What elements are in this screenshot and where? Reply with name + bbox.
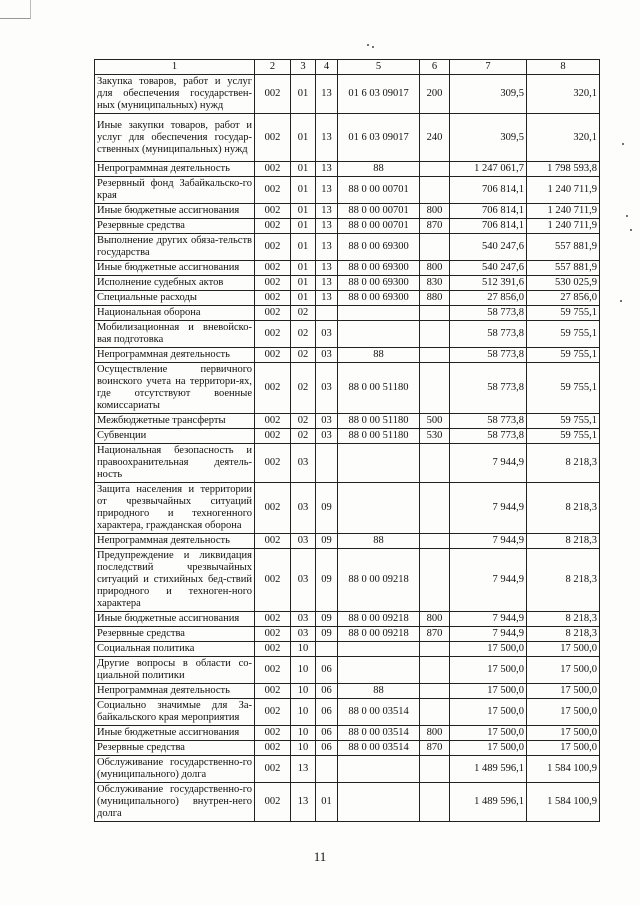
table-cell-section: 13 (291, 783, 316, 822)
table-cell-target-article: 88 0 00 09218 (338, 612, 420, 627)
table-cell-expense-type (420, 363, 450, 414)
table-row (95, 177, 600, 204)
table-cell-grbs: 002 (255, 549, 291, 612)
table-cell-amount-year1: 706 814,1 (450, 219, 527, 234)
table-cell-amount-year1: 1 489 596,1 (450, 756, 527, 783)
table-cell-grbs: 002 (255, 534, 291, 549)
table-cell-amount-year1: 540 247,6 (450, 261, 527, 276)
table-cell-expense-type (420, 234, 450, 261)
table-cell-section: 01 (291, 204, 316, 219)
table-cell-amount-year2: 59 755,1 (527, 306, 600, 321)
table-cell-amount-year1: 17 500,0 (450, 741, 527, 756)
table-cell-grbs: 002 (255, 756, 291, 783)
table-cell-subsection: 06 (316, 726, 338, 741)
table-cell-grbs: 002 (255, 261, 291, 276)
table-cell-section: 02 (291, 348, 316, 363)
table-cell-amount-year1: 540 247,6 (450, 234, 527, 261)
table-cell-target-article: 88 (338, 162, 420, 177)
table-cell-grbs: 002 (255, 612, 291, 627)
table-cell-target-article: 88 0 00 69300 (338, 234, 420, 261)
table-cell-target-article: 88 0 00 09218 (338, 549, 420, 612)
table-cell-expense-type (420, 306, 450, 321)
table-cell-section: 10 (291, 684, 316, 699)
table-cell-section: 01 (291, 276, 316, 291)
table-cell-name: Другие вопросы в области со-циальной политики (95, 657, 255, 684)
table-cell-amount-year2: 17 500,0 (527, 699, 600, 726)
table-cell-amount-year2: 1 240 711,9 (527, 204, 600, 219)
table-cell-amount-year2: 8 218,3 (527, 483, 600, 534)
table-cell-section: 02 (291, 306, 316, 321)
table-cell-amount-year2: 8 218,3 (527, 534, 600, 549)
table-row (95, 756, 600, 783)
table-cell-target-article: 88 0 00 03514 (338, 726, 420, 741)
table-row (95, 414, 600, 429)
table-cell-grbs: 002 (255, 177, 291, 204)
table-cell-subsection: 13 (316, 261, 338, 276)
table-cell-amount-year1: 7 944,9 (450, 549, 527, 612)
table-cell-subsection: 09 (316, 612, 338, 627)
table-cell-amount-year1: 17 500,0 (450, 642, 527, 657)
table-cell-target-article: 01 6 03 09017 (338, 75, 420, 114)
table-cell-expense-type (420, 177, 450, 204)
table-cell-expense-type: 240 (420, 114, 450, 162)
column-header: 4 (316, 60, 338, 75)
table-cell-target-article: 01 6 03 09017 (338, 114, 420, 162)
table-cell-amount-year2: 1 584 100,9 (527, 756, 600, 783)
table-cell-section: 02 (291, 321, 316, 348)
table-cell-amount-year2: 17 500,0 (527, 684, 600, 699)
table-cell-amount-year2: 17 500,0 (527, 642, 600, 657)
table-cell-section: 01 (291, 162, 316, 177)
table-cell-section: 02 (291, 363, 316, 414)
table-cell-expense-type: 800 (420, 261, 450, 276)
table-cell-section: 03 (291, 483, 316, 534)
table-row (95, 306, 600, 321)
table-cell-subsection: 06 (316, 699, 338, 726)
table-cell-name: Субвенции (95, 429, 255, 444)
table-cell-section: 01 (291, 75, 316, 114)
table-cell-amount-year1: 1 489 596,1 (450, 783, 527, 822)
table-cell-amount-year2: 8 218,3 (527, 612, 600, 627)
table-cell-target-article (338, 306, 420, 321)
table-cell-name: Иные закупки товаров, работ и услуг для обеспечения государ-ственных (муниципальных) нужд (95, 114, 255, 162)
table-cell-name: Специальные расходы (95, 291, 255, 306)
table-cell-subsection (316, 306, 338, 321)
table-cell-amount-year1: 58 773,8 (450, 321, 527, 348)
table-cell-expense-type (420, 348, 450, 363)
table-cell-grbs: 002 (255, 114, 291, 162)
table-cell-expense-type (420, 444, 450, 483)
table-cell-target-article: 88 0 00 51180 (338, 363, 420, 414)
table-cell-expense-type (420, 756, 450, 783)
table-cell-grbs: 002 (255, 234, 291, 261)
table-cell-amount-year1: 512 391,6 (450, 276, 527, 291)
table-cell-subsection: 13 (316, 291, 338, 306)
table-cell-amount-year1: 17 500,0 (450, 657, 527, 684)
table-cell-section: 03 (291, 549, 316, 612)
table-cell-subsection: 09 (316, 483, 338, 534)
table-cell-target-article: 88 (338, 348, 420, 363)
table-cell-grbs: 002 (255, 483, 291, 534)
table-cell-section: 03 (291, 444, 316, 483)
table-cell-target-article: 88 (338, 684, 420, 699)
table-cell-grbs: 002 (255, 741, 291, 756)
table-row (95, 483, 600, 534)
table-cell-amount-year2: 1 240 711,9 (527, 219, 600, 234)
table-cell-amount-year1: 17 500,0 (450, 684, 527, 699)
table-row (95, 162, 600, 177)
table-row (95, 783, 600, 822)
table-cell-amount-year2: 17 500,0 (527, 657, 600, 684)
table-cell-section: 03 (291, 612, 316, 627)
table-cell-grbs: 002 (255, 219, 291, 234)
table-cell-name: Резервные средства (95, 627, 255, 642)
table-cell-amount-year2: 320,1 (527, 75, 600, 114)
table-cell-name: Защита населения и территории от чрезвычайных ситуаций природного и техногенного характера, гражданская оборона (95, 483, 255, 534)
table-cell-expense-type (420, 657, 450, 684)
table-cell-grbs: 002 (255, 627, 291, 642)
column-header: 8 (527, 60, 600, 75)
column-header: 6 (420, 60, 450, 75)
table-cell-section: 10 (291, 726, 316, 741)
table-cell-expense-type: 870 (420, 219, 450, 234)
table-cell-target-article (338, 321, 420, 348)
table-cell-amount-year2: 8 218,3 (527, 627, 600, 642)
table-cell-name: Закупка товаров, работ и услуг для обеспечения государствен-ных (муниципальных) нужд (95, 75, 255, 114)
table-cell-amount-year2: 1 584 100,9 (527, 783, 600, 822)
table-cell-target-article (338, 444, 420, 483)
scan-corner-mark (0, 0, 31, 19)
table-cell-name: Выполнение других обяза-тельств государства (95, 234, 255, 261)
table-cell-section: 10 (291, 642, 316, 657)
table-cell-name: Непрограммная деятельность (95, 348, 255, 363)
table-cell-name: Непрограммная деятельность (95, 684, 255, 699)
table-cell-name: Непрограммная деятельность (95, 534, 255, 549)
column-header: 7 (450, 60, 527, 75)
table-cell-expense-type (420, 162, 450, 177)
table-cell-expense-type: 880 (420, 291, 450, 306)
table-cell-subsection: 13 (316, 234, 338, 261)
table-cell-amount-year1: 58 773,8 (450, 363, 527, 414)
table-cell-amount-year1: 58 773,8 (450, 429, 527, 444)
table-cell-section: 01 (291, 114, 316, 162)
table-row (95, 234, 600, 261)
table-cell-section: 03 (291, 534, 316, 549)
table-cell-amount-year2: 27 856,0 (527, 291, 600, 306)
table-cell-name: Обслуживание государственно-го (муниципального) долга (95, 756, 255, 783)
table-cell-section: 13 (291, 756, 316, 783)
table-cell-expense-type (420, 483, 450, 534)
table-cell-name: Иные бюджетные ассигнования (95, 204, 255, 219)
table-cell-amount-year1: 706 814,1 (450, 177, 527, 204)
table-cell-expense-type: 830 (420, 276, 450, 291)
table-row (95, 699, 600, 726)
table-cell-target-article (338, 756, 420, 783)
table-cell-expense-type (420, 642, 450, 657)
table-cell-name: Резервный фонд Забайкальско-го края (95, 177, 255, 204)
table-cell-section: 10 (291, 699, 316, 726)
column-header: 2 (255, 60, 291, 75)
table-cell-amount-year2: 59 755,1 (527, 363, 600, 414)
table-row (95, 657, 600, 684)
table-row (95, 726, 600, 741)
table-cell-section: 01 (291, 261, 316, 276)
table-cell-grbs: 002 (255, 429, 291, 444)
table-cell-target-article: 88 0 00 69300 (338, 276, 420, 291)
table-cell-section: 02 (291, 429, 316, 444)
table-cell-expense-type (420, 684, 450, 699)
table-cell-target-article (338, 783, 420, 822)
table-row (95, 219, 600, 234)
scan-speck (367, 44, 369, 46)
table-cell-grbs: 002 (255, 75, 291, 114)
table-cell-grbs: 002 (255, 414, 291, 429)
table-cell-expense-type: 870 (420, 741, 450, 756)
table-cell-subsection: 09 (316, 549, 338, 612)
table-cell-amount-year1: 309,5 (450, 114, 527, 162)
table-cell-name: Иные бюджетные ассигнования (95, 261, 255, 276)
table-cell-expense-type: 800 (420, 204, 450, 219)
table-cell-expense-type: 800 (420, 726, 450, 741)
table-cell-target-article: 88 0 00 03514 (338, 699, 420, 726)
table-cell-amount-year1: 7 944,9 (450, 612, 527, 627)
table-cell-expense-type: 530 (420, 429, 450, 444)
table-cell-grbs: 002 (255, 306, 291, 321)
scan-speck (630, 229, 632, 231)
table-row (95, 348, 600, 363)
table-cell-target-article (338, 483, 420, 534)
table-row (95, 627, 600, 642)
table-cell-grbs: 002 (255, 204, 291, 219)
scan-speck (626, 215, 628, 217)
table-cell-amount-year2: 1 240 711,9 (527, 177, 600, 204)
table-row (95, 291, 600, 306)
table-cell-amount-year2: 59 755,1 (527, 321, 600, 348)
table-cell-name: Резервные средства (95, 741, 255, 756)
table-cell-amount-year2: 8 218,3 (527, 549, 600, 612)
table-cell-target-article: 88 (338, 534, 420, 549)
table-cell-subsection: 13 (316, 177, 338, 204)
table-cell-expense-type (420, 783, 450, 822)
table-cell-subsection: 03 (316, 348, 338, 363)
table-cell-section: 01 (291, 234, 316, 261)
table-cell-section: 02 (291, 414, 316, 429)
table-cell-amount-year1: 309,5 (450, 75, 527, 114)
table-row (95, 741, 600, 756)
table-cell-name: Национальная оборона (95, 306, 255, 321)
table-cell-name: Иные бюджетные ассигнования (95, 612, 255, 627)
table-cell-subsection: 13 (316, 219, 338, 234)
table-cell-expense-type: 870 (420, 627, 450, 642)
table-cell-subsection: 03 (316, 363, 338, 414)
table-cell-name: Социальная политика (95, 642, 255, 657)
table-cell-name: Мобилизационная и вневойско-вая подготовка (95, 321, 255, 348)
table-cell-amount-year2: 557 881,9 (527, 234, 600, 261)
table-cell-expense-type (420, 321, 450, 348)
scan-speck (372, 46, 374, 48)
table-row (95, 642, 600, 657)
column-header: 1 (95, 60, 255, 75)
table-cell-name: Обслуживание государственно-го (муниципального) внутрен-него долга (95, 783, 255, 822)
table-cell-subsection (316, 444, 338, 483)
table-cell-amount-year1: 17 500,0 (450, 699, 527, 726)
table-cell-grbs: 002 (255, 363, 291, 414)
table-cell-amount-year1: 706 814,1 (450, 204, 527, 219)
table-cell-subsection (316, 642, 338, 657)
table-cell-amount-year2: 59 755,1 (527, 414, 600, 429)
table-cell-grbs: 002 (255, 162, 291, 177)
table-cell-subsection: 13 (316, 114, 338, 162)
table-row (95, 444, 600, 483)
table-cell-amount-year2: 8 218,3 (527, 444, 600, 483)
table-cell-grbs: 002 (255, 726, 291, 741)
table-cell-target-article: 88 0 00 00701 (338, 219, 420, 234)
table-cell-amount-year1: 27 856,0 (450, 291, 527, 306)
table-cell-name: Резервные средства (95, 219, 255, 234)
page-number: 11 (313, 849, 327, 864)
table-cell-expense-type: 800 (420, 612, 450, 627)
table-cell-section: 01 (291, 177, 316, 204)
table-cell-subsection: 13 (316, 75, 338, 114)
table-cell-amount-year2: 320,1 (527, 114, 600, 162)
table-cell-grbs: 002 (255, 783, 291, 822)
table-cell-target-article: 88 0 00 09218 (338, 627, 420, 642)
table-cell-grbs: 002 (255, 348, 291, 363)
table-cell-amount-year1: 58 773,8 (450, 348, 527, 363)
table-cell-amount-year2: 59 755,1 (527, 429, 600, 444)
table-cell-subsection: 06 (316, 684, 338, 699)
table-cell-amount-year2: 17 500,0 (527, 726, 600, 741)
table-cell-subsection: 03 (316, 414, 338, 429)
table-cell-name: Осуществление первичного воинского учета на территори-ях, где отсутствуют военные комиссариаты (95, 363, 255, 414)
table-cell-target-article: 88 0 00 51180 (338, 414, 420, 429)
table-cell-amount-year2: 1 798 593,8 (527, 162, 600, 177)
table-cell-subsection: 06 (316, 657, 338, 684)
table-cell-name: Социально значимые для За-байкальского края мероприятия (95, 699, 255, 726)
table-cell-target-article (338, 657, 420, 684)
table-cell-amount-year1: 7 944,9 (450, 627, 527, 642)
table-cell-expense-type (420, 549, 450, 612)
table-cell-expense-type (420, 534, 450, 549)
table-cell-amount-year2: 530 025,9 (527, 276, 600, 291)
table-cell-target-article: 88 0 00 00701 (338, 177, 420, 204)
table-header-row (95, 60, 600, 75)
table-cell-subsection: 09 (316, 627, 338, 642)
table-cell-grbs: 002 (255, 642, 291, 657)
table-row (95, 549, 600, 612)
table-row (95, 114, 600, 162)
table-cell-name: Предупреждение и ликвидация последствий чрезвычайных ситуаций и стихийных бед-ствий природного и техноген-ного характера (95, 549, 255, 612)
table-cell-grbs: 002 (255, 684, 291, 699)
table-row (95, 276, 600, 291)
table-cell-amount-year1: 7 944,9 (450, 534, 527, 549)
budget-table (94, 59, 600, 822)
table-cell-target-article: 88 0 00 69300 (338, 291, 420, 306)
table-cell-subsection (316, 756, 338, 783)
table-row (95, 363, 600, 414)
table-row (95, 429, 600, 444)
table-cell-grbs: 002 (255, 657, 291, 684)
table-cell-subsection: 13 (316, 162, 338, 177)
table-row (95, 321, 600, 348)
table-row (95, 534, 600, 549)
table-cell-section: 10 (291, 741, 316, 756)
scan-speck (620, 300, 622, 302)
table-row (95, 75, 600, 114)
column-header: 5 (338, 60, 420, 75)
table-cell-name: Исполнение судебных актов (95, 276, 255, 291)
table-cell-section: 01 (291, 291, 316, 306)
table-cell-subsection: 09 (316, 534, 338, 549)
table-cell-subsection: 01 (316, 783, 338, 822)
table-cell-grbs: 002 (255, 291, 291, 306)
table-row (95, 612, 600, 627)
table-cell-name: Иные бюджетные ассигнования (95, 726, 255, 741)
table-row (95, 204, 600, 219)
table-cell-expense-type (420, 699, 450, 726)
table-row (95, 684, 600, 699)
column-header: 3 (291, 60, 316, 75)
table-cell-grbs: 002 (255, 276, 291, 291)
table-cell-amount-year1: 7 944,9 (450, 483, 527, 534)
table-cell-target-article: 88 0 00 69300 (338, 261, 420, 276)
table-cell-target-article: 88 0 00 03514 (338, 741, 420, 756)
table-cell-section: 10 (291, 657, 316, 684)
table-cell-section: 01 (291, 219, 316, 234)
scan-speck (622, 143, 624, 145)
table-cell-subsection: 03 (316, 321, 338, 348)
table-cell-name: Межбюджетные трансферты (95, 414, 255, 429)
table-cell-amount-year1: 58 773,8 (450, 414, 527, 429)
table-cell-amount-year1: 7 944,9 (450, 444, 527, 483)
table-cell-subsection: 13 (316, 276, 338, 291)
table-cell-amount-year1: 58 773,8 (450, 306, 527, 321)
table-cell-amount-year2: 17 500,0 (527, 741, 600, 756)
table-cell-grbs: 002 (255, 699, 291, 726)
table-cell-name: Национальная безопасность и правоохранительная деятель-ность (95, 444, 255, 483)
table-cell-name: Непрограммная деятельность (95, 162, 255, 177)
table-cell-section: 03 (291, 627, 316, 642)
table-cell-expense-type: 500 (420, 414, 450, 429)
table-cell-grbs: 002 (255, 444, 291, 483)
table-cell-expense-type: 200 (420, 75, 450, 114)
table-cell-subsection: 06 (316, 741, 338, 756)
table-cell-amount-year2: 59 755,1 (527, 348, 600, 363)
table-cell-target-article (338, 642, 420, 657)
table-cell-amount-year1: 1 247 061,7 (450, 162, 527, 177)
table-cell-target-article: 88 0 00 00701 (338, 204, 420, 219)
table-row (95, 261, 600, 276)
table-cell-target-article: 88 0 00 51180 (338, 429, 420, 444)
table-cell-grbs: 002 (255, 321, 291, 348)
table-cell-amount-year2: 557 881,9 (527, 261, 600, 276)
table-cell-amount-year1: 17 500,0 (450, 726, 527, 741)
table-cell-subsection: 13 (316, 204, 338, 219)
table-cell-subsection: 03 (316, 429, 338, 444)
